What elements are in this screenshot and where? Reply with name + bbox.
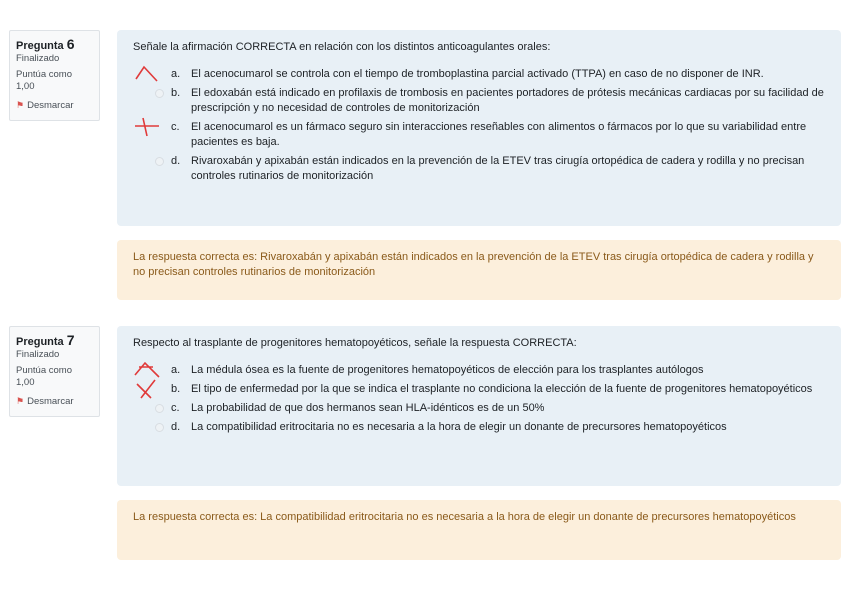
answer-option-d[interactable]	[133, 420, 825, 435]
question-number: Pregunta 6	[16, 36, 75, 52]
question-status: Finalizado	[16, 53, 60, 64]
question-7-feedback: La respuesta correcta es: La compatibilidad eritrocitaria no es necesaria a la hora de elegir un donante de precursores hematopoyéticos	[117, 500, 841, 560]
answer-option-b[interactable]	[133, 86, 825, 116]
flag-icon: ⚑	[16, 396, 25, 406]
answer-option-a[interactable]	[133, 363, 825, 378]
question-status: Finalizado	[16, 349, 60, 360]
answer-letter: a.	[171, 364, 181, 376]
answer-letter: c.	[171, 402, 180, 414]
question-text: Respecto al trasplante de progenitores hematopoyéticos, señale la respuesta CORRECTA:	[133, 337, 577, 349]
answer-letter: b.	[171, 87, 181, 99]
question-6-formulation	[117, 30, 841, 226]
answer-text: La compatibilidad eritrocitaria no es necesaria a la hora de elegir un donante de precursores hematopoyéticos	[191, 421, 727, 433]
question-6-feedback: La respuesta correcta es: Rivaroxabán y apixabán están indicados en la prevención de la ETEV tras cirugía ortopédica de cadera y rodilla y no precisan controles rutinarios de monitorización	[117, 240, 841, 300]
question-score-label: Puntúa como	[16, 69, 72, 80]
answer-text: La probabilidad de que dos hermanos sean HLA-idénticos es de un 50%	[191, 402, 545, 414]
question-number: Pregunta 7	[16, 332, 75, 348]
answer-radio[interactable]	[155, 404, 164, 413]
answer-radio[interactable]	[155, 423, 164, 432]
question-score-value: 1,00	[16, 377, 35, 388]
answer-option-c[interactable]	[133, 401, 825, 416]
answer-text: El acenocumarol se controla con el tiempo de tromboplastina parcial activado (TTPA) en caso de no disponer de INR.	[191, 68, 764, 80]
answer-option-c[interactable]	[133, 120, 825, 150]
question-score-label: Puntúa como	[16, 365, 72, 376]
answer-option-d[interactable]	[133, 154, 825, 184]
answer-text: El edoxabán está indicado en profilaxis de trombosis en pacientes portadores de prótesis mecánicas cardiacas por su facilidad de prescripción y no necesidad de controles de monitorización	[191, 87, 824, 114]
answer-text: El acenocumarol es un fármaco seguro sin interacciones reseñables con alimentos o fármacos por lo que su variabilidad entre pacientes es baja.	[191, 121, 807, 148]
answer-option-a[interactable]	[133, 67, 825, 82]
answer-text: Rivaroxabán y apixabán están indicados en la prevención de la ETEV tras cirugía ortopédica de cadera y rodilla y no precisan controles rutinarios de monitorización	[191, 155, 805, 182]
answer-letter: d.	[171, 155, 181, 167]
answer-text: La médula ósea es la fuente de progenitores hematopoyéticos de elección para los trasplantes autólogos	[191, 364, 704, 376]
question-info-7	[9, 326, 100, 417]
cross-mark-icon	[133, 114, 161, 138]
answer-option-b[interactable]	[133, 382, 825, 397]
question-7-formulation	[117, 326, 841, 486]
answer-text: El tipo de enfermedad por la que se indica el trasplante no condiciona la elección de la fuente de progenitores hematopoyéticos	[191, 383, 813, 395]
cross-mark-icon	[133, 376, 161, 400]
answer-radio[interactable]	[155, 157, 164, 166]
unflag-link[interactable]: ⚑ Desmarcar	[16, 100, 74, 111]
answer-letter: a.	[171, 68, 181, 80]
flag-icon: ⚑	[16, 100, 25, 110]
question-text: Señale la afirmación CORRECTA en relación con los distintos anticoagulantes orales:	[133, 41, 551, 53]
unflag-link[interactable]: ⚑ Desmarcar	[16, 396, 74, 407]
question-info-6	[9, 30, 100, 121]
cross-mark-icon	[133, 61, 161, 85]
answer-radio[interactable]	[155, 89, 164, 98]
answer-letter: b.	[171, 383, 181, 395]
answer-letter: d.	[171, 421, 181, 433]
answer-letter: c.	[171, 121, 180, 133]
question-score-value: 1,00	[16, 81, 35, 92]
